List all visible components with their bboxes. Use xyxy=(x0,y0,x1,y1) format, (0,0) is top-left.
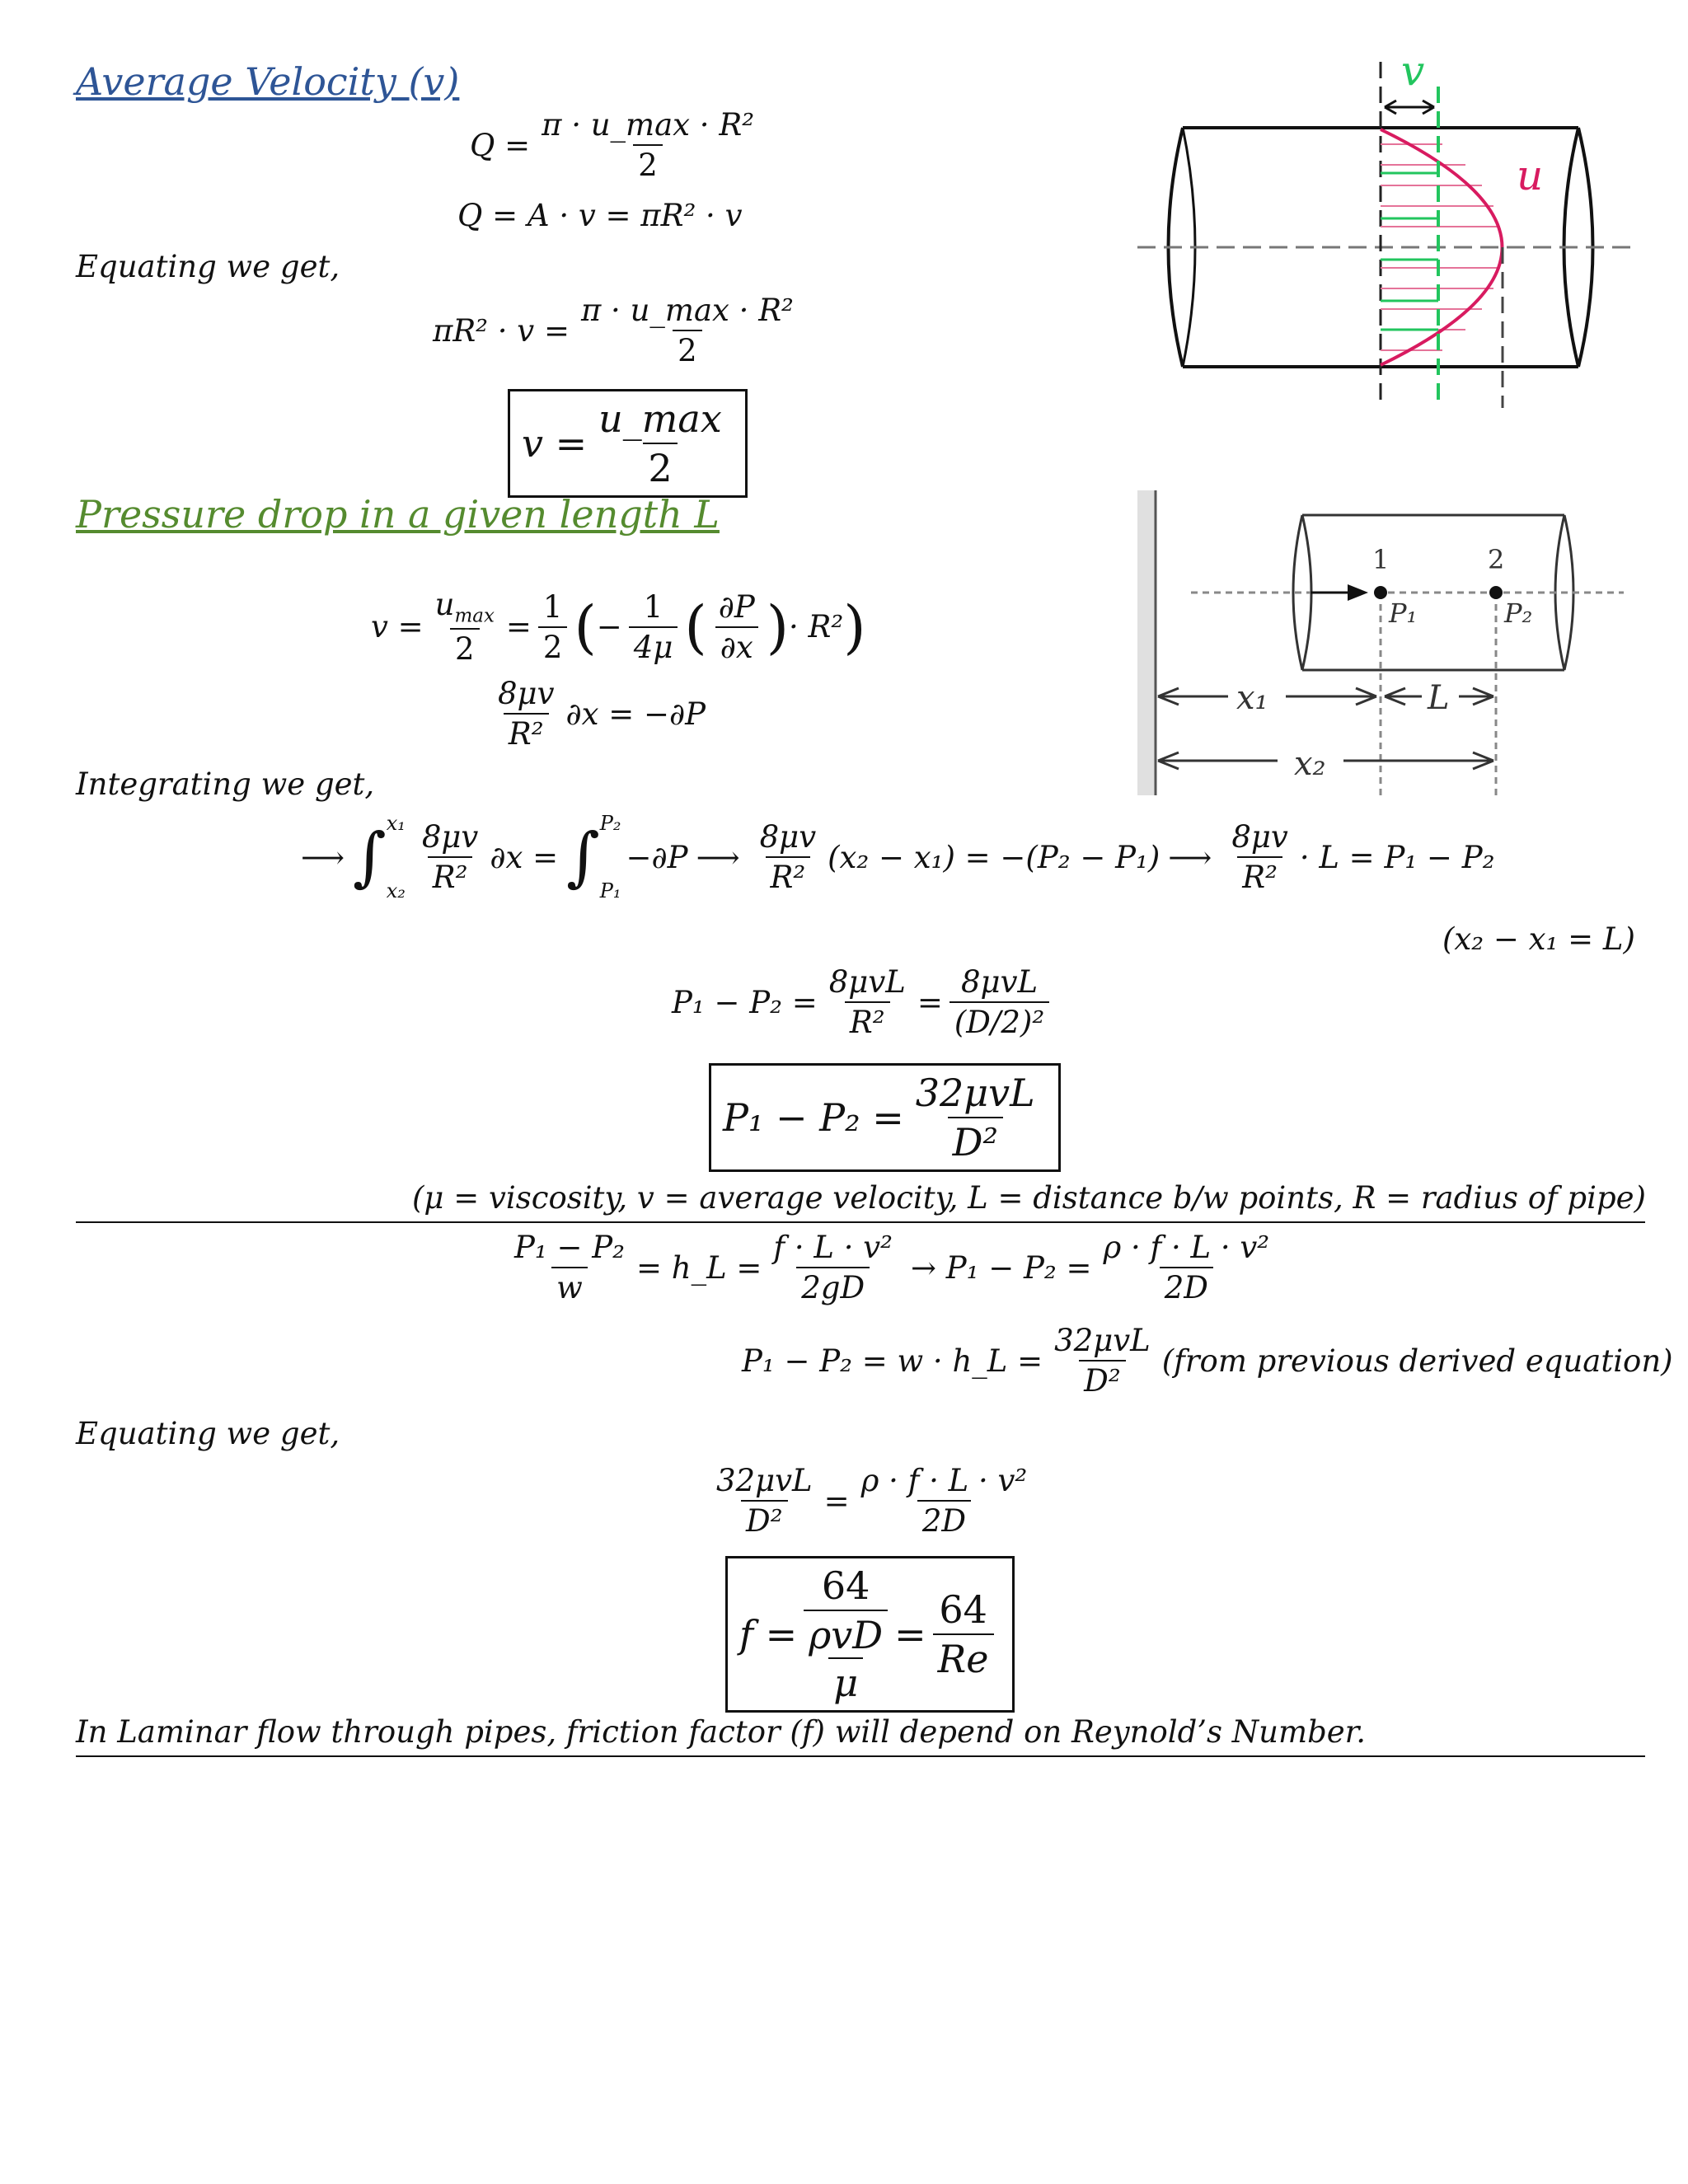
equation-friction-equate: $\frac{\text{32μvL}}{\text{D²}}$ = $\frac{\text{ρ · f · L · v²}}{2D}$ xyxy=(705,1463,1039,1539)
numerator: ρ · f · L · v² xyxy=(860,1463,1028,1498)
denominator: D² xyxy=(1079,1360,1126,1399)
section-heading-pressure-drop: Pressure drop in a given length L xyxy=(76,492,720,537)
fraction xyxy=(950,964,1049,1040)
numerator: 8μv xyxy=(498,676,555,711)
fraction: $\frac{1}{2}$ xyxy=(538,589,568,665)
fraction xyxy=(593,396,727,490)
result-box: f = 64 ρvD μ = $\frac{64}{Re}$ xyxy=(725,1556,1015,1713)
divider xyxy=(76,1755,1645,1757)
label-pressure-1: P₁ xyxy=(1389,598,1418,629)
fraction xyxy=(933,1587,994,1681)
numerator: 32μvL xyxy=(1054,1323,1151,1358)
eq-lhs: πR² · v = xyxy=(433,312,570,349)
figure-velocity-profile xyxy=(1129,54,1648,416)
numerator: P₁ − P₂ xyxy=(514,1230,625,1265)
fraction: $\frac{u_{max}}{2}$ xyxy=(434,587,495,668)
numerator: 64 xyxy=(939,1587,987,1632)
fraction xyxy=(417,819,484,895)
equation-pressure-head xyxy=(742,1323,1673,1399)
equation-pressure-drop: P₁ − P₂ = $\frac{\text{8μvL}}{\text{R²}}$ = $\frac{\text{8μvL}}{\text{(D/2)²}}$ xyxy=(672,964,1056,1040)
condition-length: (x₂ − x₁ = L) xyxy=(1442,921,1635,957)
fraction xyxy=(711,1463,818,1539)
fraction xyxy=(509,1230,630,1305)
numerator: f · L · v² xyxy=(773,1230,893,1265)
numerator: ρ · f · L · v² xyxy=(1103,1230,1270,1265)
fraction xyxy=(768,1230,898,1305)
eq-arrow: → P₁ − P₂ = xyxy=(911,1249,1092,1286)
fraction xyxy=(537,107,759,183)
equation-equating xyxy=(433,293,805,368)
numerator: 8μvL xyxy=(828,964,906,1000)
eq-rest: ∂x = −∂P xyxy=(565,696,706,732)
result-box xyxy=(508,389,748,498)
denominator xyxy=(804,1610,888,1705)
lower-limit: x₂ xyxy=(386,879,406,902)
label-point-1: 1 xyxy=(1372,544,1390,575)
integral-limits xyxy=(600,812,621,902)
numerator: π · u_max · R² xyxy=(542,107,755,143)
denominator: 2 xyxy=(633,144,663,183)
denominator: Re xyxy=(933,1633,994,1681)
fraction: $\frac{8\mu v}{\text{R²}}$ xyxy=(1231,819,1288,895)
result-box xyxy=(709,1063,1061,1172)
inner-denominator: μ xyxy=(828,1657,863,1705)
label-length: L xyxy=(1428,679,1450,717)
conclusion-text: In Laminar flow through pipes, friction factor (f) will depend on Reynold’s Number. xyxy=(76,1714,1367,1750)
result-average-velocity xyxy=(508,389,748,498)
note-integrating: Integrating we get, xyxy=(76,766,375,802)
equation-continuity: Q = A · v = πR² · v xyxy=(457,198,743,233)
note-equating: Equating we get, xyxy=(76,249,340,284)
fraction xyxy=(804,1563,888,1705)
label-point-2: 2 xyxy=(1488,544,1505,575)
eq-mid: = h_L = xyxy=(635,1249,762,1286)
fraction xyxy=(856,1463,1033,1539)
fraction xyxy=(576,293,799,368)
upper-limit: P₂ xyxy=(599,812,621,835)
label-pressure-2: P₂ xyxy=(1504,598,1533,629)
denominator: w xyxy=(551,1267,588,1305)
fraction xyxy=(493,676,560,752)
denominator: 2 xyxy=(643,443,677,490)
variable-legend: (μ = viscosity, v = average velocity, L = distance b/w points, R = radius of pipe) xyxy=(412,1180,1646,1216)
equation-head-loss xyxy=(503,1230,1281,1305)
numerator: u_max xyxy=(598,396,722,441)
divider xyxy=(76,1221,1645,1223)
numerator: 8μvL xyxy=(960,964,1039,1000)
label-x1: x₁ xyxy=(1236,679,1268,717)
denominator: R² xyxy=(845,1001,890,1040)
denominator: 2D xyxy=(917,1500,971,1539)
equation-velocity-pressure-gradient: v = $\frac{u_{max}}{2}$ = $\frac{1}{2}$ ( − $\frac{1}{4\mu}$ ( $\frac{\partial P}{\partial x}$ ) · R² ) xyxy=(371,587,866,668)
fraction xyxy=(1099,1230,1275,1305)
integration-result: · L = P₁ − P₂ xyxy=(1299,839,1495,875)
integration-step: (x₂ − x₁) = −(P₂ − P₁) xyxy=(828,839,1160,875)
equation-flow-rate xyxy=(470,107,766,183)
fraction xyxy=(824,964,911,1040)
label-x2: x₂ xyxy=(1294,745,1326,783)
denominator: D² xyxy=(948,1117,1003,1165)
numerator: 64 xyxy=(821,1563,870,1608)
denominator: 2D xyxy=(1160,1267,1213,1305)
label-average-velocity: v xyxy=(1401,54,1425,95)
denominator: 2gD xyxy=(796,1267,870,1305)
note-equating-2: Equating we get, xyxy=(76,1416,340,1451)
lower-limit: P₁ xyxy=(599,879,621,902)
integral-limits xyxy=(387,812,406,902)
denominator: (D/2)² xyxy=(950,1001,1049,1040)
result-friction-factor xyxy=(725,1556,1015,1713)
numerator: 32μvL xyxy=(915,1071,1035,1115)
numerator: 8μv xyxy=(421,819,479,855)
result-pressure-drop xyxy=(709,1063,1061,1172)
numerator: π · u_max · R² xyxy=(580,293,794,328)
eq-note: (from previous derived equation) xyxy=(1161,1343,1673,1379)
eq-lhs: f = xyxy=(739,1612,798,1657)
fraction: $\frac{1}{4\mu}$ xyxy=(629,589,678,665)
eq-lhs: v = xyxy=(522,421,588,466)
figure-pipe-section xyxy=(1137,490,1632,799)
denominator: 2 xyxy=(673,330,702,368)
denominator: D² xyxy=(741,1500,788,1539)
upper-limit: x₁ xyxy=(386,812,406,835)
numerator: 32μvL xyxy=(716,1463,813,1498)
fraction xyxy=(1049,1323,1156,1399)
fraction: $\frac{8\mu v}{\text{R²}}$ xyxy=(759,819,817,895)
fraction xyxy=(911,1071,1040,1165)
eq-lhs: P₁ − P₂ = w · h_L = xyxy=(742,1343,1043,1379)
denominator: R² xyxy=(504,713,549,752)
eq-lhs: P₁ − P₂ = xyxy=(723,1095,904,1140)
denominator: R² xyxy=(428,856,473,895)
section-heading-average-velocity: Average Velocity (v) xyxy=(76,59,460,104)
equation-integration: ⟶ ∫ x₁ x₂ $\frac{8\mu v}{\text{R²}}$ ∂x = ∫ P₂ P₁ −∂P ⟶ $\frac{8\mu v}{\text{R²}}$ (x₂ − x₁) = −(P₂ − P₁) ⟶ $\frac{8\mu v}{\text{R²}}$ · L = P₁ − P₂ xyxy=(301,812,1495,902)
label-velocity-profile: u xyxy=(1517,152,1544,199)
inner-numerator: ρvD xyxy=(809,1613,884,1657)
eq-lhs: P₁ − P₂ = xyxy=(672,984,818,1020)
fraction: $\frac{\partial P}{\partial x}$ xyxy=(714,589,760,665)
integrand: −∂P xyxy=(626,839,688,875)
equation-differential xyxy=(486,676,706,752)
eq-lhs: Q = xyxy=(470,127,531,163)
